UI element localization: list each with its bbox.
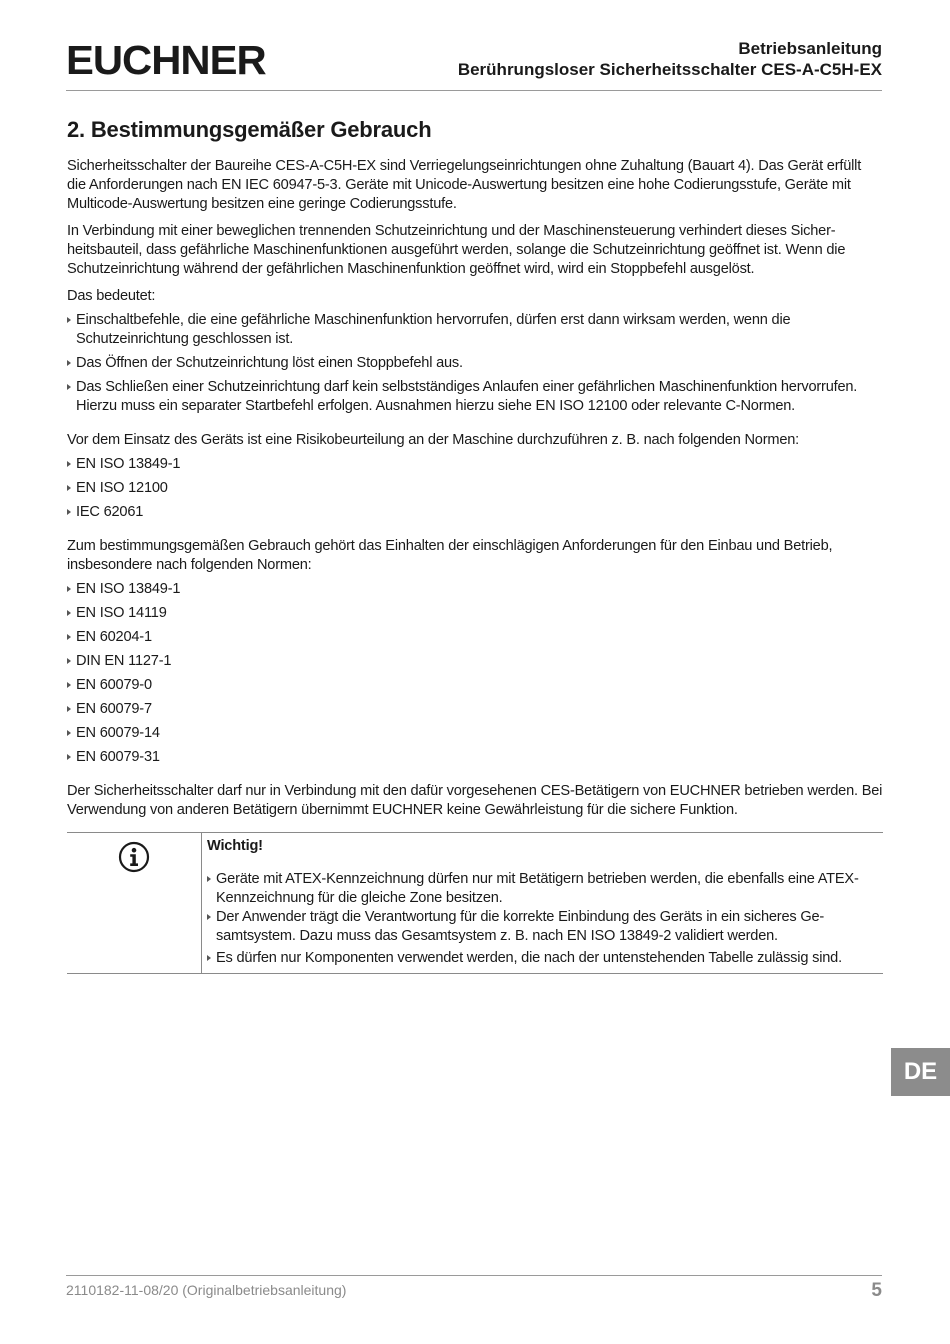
footer-divider xyxy=(66,1275,882,1276)
list-item: EN 60079-31 xyxy=(67,748,883,767)
paragraph-meaning: Das bedeutet: xyxy=(67,288,156,304)
paragraph-intro: Sicherheitsschalter der Baureihe CES-A-C5H-EX sind Verriegelungseinrichtungen ohne Zuhaltung (Bauart 4). Das Gerät erfüllt die Anforderungen nach EN IEC 60947-5-3. Geräte mit Unicode-Auswertung besitzen eine hohe Codierungsstufe, Geräte mit Multicode-Auswertung besitzen eine geringe Codierungsstufe. xyxy=(67,158,862,212)
euchner-logo: EUCHNER xyxy=(66,37,266,83)
paragraph-function: In Verbindung mit einer beweglichen trennenden Schutzeinrichtung und der Maschinensteuerung verhindert dieses Sicherheitsbauteil, dass gefährliche Maschinenfunktionen ausgeführt werden, solange die Schutzeinrichtung geöffnet ist. Wenn die Schutzeinrichtung während der gefährlichen Maschinenfunktion geöffnet wird, wird ein Stoppbefehl ausgelöst. xyxy=(67,223,846,277)
list-item: EN ISO 13849-1 xyxy=(67,455,883,474)
notice-list xyxy=(207,870,883,968)
notice-icon-cell xyxy=(67,833,202,973)
list-item: EN 60079-7 xyxy=(67,700,883,719)
header-title-line2: Berührungsloser Sicherheitsschalter CES-A-C5H-EX xyxy=(457,60,882,79)
list-item: Der Anwender trägt die Verantwortung für die korrekte Einbindung des Geräts in ein sicheres Gesamtsystem. Dazu muss das Gesamtsystem z. B. nach EN ISO 13849-2 validiert werden. xyxy=(207,908,883,946)
list-item: EN 60079-14 xyxy=(67,724,883,743)
list-item: Das Schließen einer Schutzeinrichtung darf kein selbstständiges Anlaufen einer gefährlichen Maschinenfunktion hervorrufen. Hierzu muss ein separater Startbefehl erfolgen. Ausnahmen hierzu siehe EN ISO 12100 oder relevante C-Normen. xyxy=(67,378,883,416)
list-item: Einschaltbefehle, die eine gefährliche Maschinenfunktion hervorrufen, dürfen erst dann wirksam werden, wenn die Schutzeinrichtung geschlossen ist. xyxy=(67,311,883,349)
risk-norms-list xyxy=(67,455,883,522)
list-item: EN ISO 12100 xyxy=(67,479,883,498)
header-divider xyxy=(66,90,882,91)
footer-document-id: 2110182-11-08/20 (Originalbetriebsanleitung) xyxy=(66,1282,347,1298)
important-notice xyxy=(67,832,883,974)
language-tab: DE xyxy=(891,1048,950,1096)
info-icon xyxy=(118,841,150,973)
list-item: EN 60079-0 xyxy=(67,676,883,695)
paragraph-intended-use: Zum bestimmungsgemäßen Gebrauch gehört das Einhalten der einschlägigen Anforderungen für den Einbau und Betrieb, insbesondere nach folgenden Normen: xyxy=(67,538,833,573)
list-item: IEC 62061 xyxy=(67,503,883,522)
list-item: DIN EN 1127-1 xyxy=(67,652,883,671)
main-content xyxy=(67,116,883,974)
list-item: Das Öffnen der Schutzeinrichtung löst einen Stoppbefehl aus. xyxy=(67,354,883,373)
list-item: Geräte mit ATEX-Kennzeichnung dürfen nur mit Betätigern betrieben werden, die ebenfalls eine ATEX-Kennzeichnung für die gleiche Zone besitzen. xyxy=(207,870,883,908)
list-item: Es dürfen nur Komponenten verwendet werden, die nach der untenstehenden Tabelle zulässig sind. xyxy=(207,949,883,968)
page-number: 5 xyxy=(871,1280,882,1301)
section-heading: 2. Bestimmungsgemäßer Gebrauch xyxy=(67,117,432,142)
notice-title: Wichtig! xyxy=(207,838,263,854)
notice-body xyxy=(202,833,883,973)
list-item: EN 60204-1 xyxy=(67,628,883,647)
paragraph-risk: Vor dem Einsatz des Geräts ist eine Risikobeurteilung an der Maschine durchzuführen z. B. nach folgenden Normen: xyxy=(67,432,800,448)
list-item: EN ISO 13849-1 xyxy=(67,580,883,599)
paragraph-actuators: Der Sicherheitsschalter darf nur in Verbindung mit den dafür vorgesehenen CES-Betätigern von EUCHNER betrieben werden. Bei Verwendung von anderen Betätigern übernimmt EUCHNER keine Gewährleistung für die sichere Funktion. xyxy=(67,783,883,818)
document-header xyxy=(458,38,882,80)
header-title-line1: Betriebsanleitung xyxy=(738,39,882,58)
list-item: EN ISO 14119 xyxy=(67,604,883,623)
install-norms-list xyxy=(67,580,883,767)
meaning-list xyxy=(67,311,883,416)
